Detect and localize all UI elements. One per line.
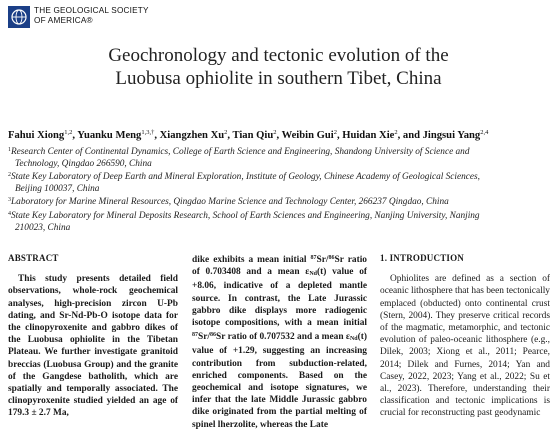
title-line-1: Geochronology and tectonic evolution of the — [108, 45, 449, 66]
title-line-2: Luobusa ophiolite in southern Tibet, China — [115, 68, 442, 89]
affiliation: $^1$Research Center of Continental Dynamics, College of Earth Science and Engineering, Shandong University of Science and Technology, Qingdao 266590, China — [8, 147, 470, 169]
gsa-globe-logo-icon — [8, 6, 30, 28]
affiliation: $^4$State Key Laboratory for Mineral Deposits Research, School of Earth Sciences and Engineering, Nanjing University, Nanjing 210023, China — [8, 210, 480, 233]
affiliation: $^3$Laboratory for Marine Mineral Resources, Qingdao Marine Science and Technology Center, 266237 Qingdao, China — [8, 197, 449, 208]
affiliation: $^2$State Key Laboratory of Deep Earth and Mineral Exploration, Institute of Geology, Chinese Academy of Geological Sciences, Beijing 100037, China — [8, 172, 480, 194]
author-list: Fahui Xiong$^{1,2}$, Yuanku Meng$^{1,3,\dagger}$, Xiangzhen Xu$^2$, Tian Qiu$^2$, Weibin Gui$^2$, Huidan Xie$^2$, and Jingsui Yang$^{2,4}$ — [8, 129, 489, 141]
author[interactable]: Yuanku Meng$^{1,3,\dagger}$ — [77, 129, 155, 141]
paper-title — [0, 44, 557, 90]
gsa-logo — [8, 6, 149, 28]
publisher-name — [34, 6, 149, 25]
introduction-column — [380, 252, 550, 420]
abstract-heading: ABSTRACT — [8, 253, 59, 263]
publisher-line-2: OF AMERICA® — [34, 15, 93, 25]
author[interactable]: Fahui Xiong$^{1,2}$ — [8, 129, 73, 141]
abstract-continuation: dike exhibits a mean initial $^{87}$Sr/$^{86}$Sr ratio of 0.703408 and a mean $\varepsilon_{Nd}(t)$ value of +8.06, indicative of a depleted mantle source. In contrast, the Late Jurassic gabbro dike displays more radiogenic isotope compositions, with a mean initial $^{87}$Sr/$^{86}$Sr ratio of 0.707532 and a mean $\varepsilon_{Nd}(t)$ value of +1.29, suggesting an increasing contribution from subduction-related, enriched components. Based on the geochemical and isotope signatures, we infer that the late Middle Jurassic gabbro dike originated from the partial melting of spinel lherzolite, whereas the Late — [192, 255, 367, 430]
introduction-heading: 1. INTRODUCTION — [380, 253, 465, 263]
abstract-column — [8, 252, 178, 420]
author[interactable]: Tian Qiu$^2$ — [232, 129, 277, 141]
introduction-text: Ophiolites are defined as a section of oceanic lithosphere that has been tectonically emplaced (obducted) onto continental crust (Stern, 2004). They preserve critical records of the magmatic, metamorphic, and tectonic evolution of paleo-oceanic lithosphere (e.g., Dilek, 2003; Xiong et al., 2011; Pearce, 2014; Dilek and Furnes, 2014; Yan and Casey, 2022, 2023; Yang et al., 2022; Su et al., 2023). Therefore, understanding their classification and tectonic implications is crucial for reconstructing past geodynamic — [380, 274, 550, 419]
abstract-text: This study presents detailed field observations, whole-rock geochemical analyses, high-precision zircon U-Pb dating, and Sr-Nd-Pb-O isotope data for the clinopyroxenite and gabbro dikes of the Luobusa ophiolite in the Tibetan Plateau. We further investigate granitoid breccias (Luobusa Group) and the granite of the Gangdese batholith, which are spatially and temporally associated. The clinopyroxenite studied yielded an age of 179.3 ± 2.7 Ma, — [8, 274, 178, 419]
publisher-line-1: THE GEOLOGICAL SOCIETY — [34, 6, 149, 15]
affiliations — [8, 145, 553, 234]
author[interactable]: Weibin Gui$^2$ — [281, 129, 337, 141]
author[interactable]: Jingsui Yang$^{2,4}$ — [422, 129, 489, 141]
author[interactable]: Huidan Xie$^2$ — [342, 129, 398, 141]
author[interactable]: Xiangzhen Xu$^2$ — [159, 129, 228, 141]
